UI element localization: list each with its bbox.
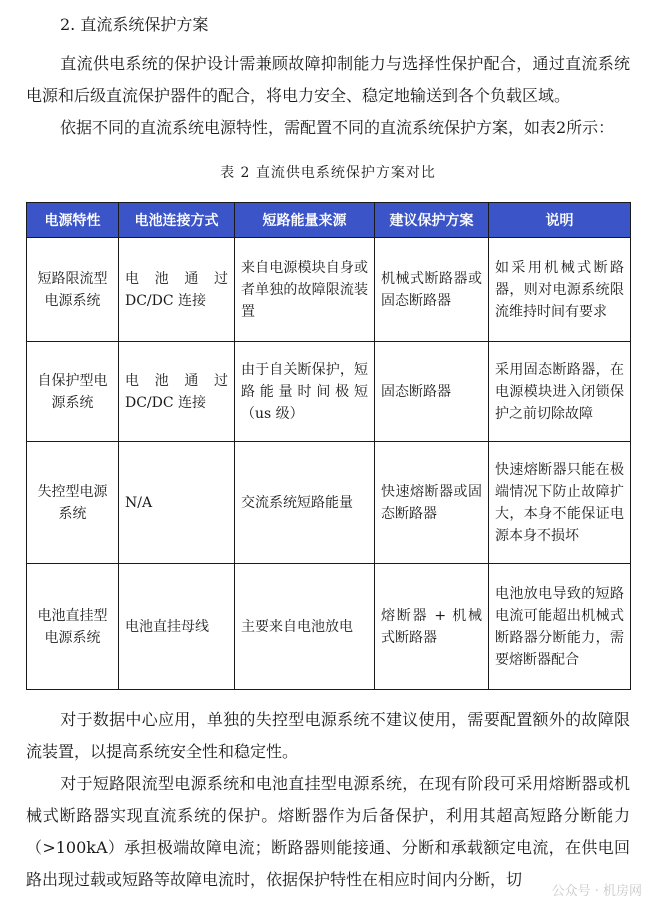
cell-short-circuit-source: 由于自关断保护，短路能量时间极短（us 级） — [235, 342, 375, 442]
cell-recommended-scheme: 熔断器 + 机械式断路器 — [375, 564, 489, 690]
watermark: 公众号 · 机房网 — [551, 884, 642, 899]
intro-paragraph-1-text: 直流供电系统的保护设计需兼顾故障抑制能力与选择性保护配合，通过直流系统电源和后级直流保护器件的配合，将电力安全、稳定地输送到各个负载区域。 — [26, 54, 630, 105]
closing-paragraph-2 — [26, 768, 630, 896]
cell-short-circuit-source: 来自电源模块自身或者单独的故障限流装置 — [235, 238, 375, 342]
table-row — [27, 442, 631, 564]
cell-recommended-scheme: 机械式断路器或固态断路器 — [375, 238, 489, 342]
cell-power-characteristic: 自保护型电源系统 — [27, 342, 119, 442]
intro-paragraph-1 — [26, 48, 630, 112]
cell-recommended-scheme: 快速熔断器或固态断路器 — [375, 442, 489, 564]
header-recommended-scheme: 建议保护方案 — [375, 203, 489, 238]
header-notes: 说明 — [489, 203, 631, 238]
intro-paragraph-2 — [26, 112, 630, 144]
table-row — [27, 238, 631, 342]
cell-short-circuit-source: 交流系统短路能量 — [235, 442, 375, 564]
table-caption: 表 2 直流供电系统保护方案对比 — [220, 165, 436, 181]
table-header-row — [27, 203, 631, 238]
cell-short-circuit-source: 主要来自电池放电 — [235, 564, 375, 690]
cell-notes: 快速熔断器只能在极端情况下防止故障扩大，本身不能保证电源本身不损坏 — [489, 442, 631, 564]
cell-power-characteristic: 失控型电源系统 — [27, 442, 119, 564]
cell-recommended-scheme: 固态断路器 — [375, 342, 489, 442]
cell-notes: 电池放电导致的短路电流可能超出机械式断路器分断能力，需要熔断器配合 — [489, 564, 631, 690]
intro-paragraph-2-text: 依据不同的直流系统电源特性，需配置不同的直流系统保护方案，如表2所示： — [60, 118, 615, 137]
cell-battery-connection: 电池通过 DC/DC 连接 — [119, 342, 235, 442]
cell-battery-connection: 电池直挂母线 — [119, 564, 235, 690]
table-row — [27, 342, 631, 442]
table-row — [27, 564, 631, 690]
header-power-characteristic: 电源特性 — [27, 203, 119, 238]
cell-battery-connection: N/A — [119, 442, 235, 564]
cell-battery-connection: 电池通过 DC/DC 连接 — [119, 238, 235, 342]
cell-power-characteristic: 电池直挂型电源系统 — [27, 564, 119, 690]
protection-scheme-table — [26, 202, 631, 690]
cell-notes: 如采用机械式断路器，则对电源系统限流维持时间有要求 — [489, 238, 631, 342]
section-heading: 2. 直流系统保护方案 — [60, 15, 209, 34]
header-short-circuit-source: 短路能量来源 — [235, 203, 375, 238]
header-battery-connection: 电池连接方式 — [119, 203, 235, 238]
closing-paragraph-1-text: 对于数据中心应用，单独的失控型电源系统不建议使用，需要配置额外的故障限流装置，以提高系统安全性和稳定性。 — [26, 710, 630, 761]
cell-notes: 采用固态断路器，在电源模块进入闭锁保护之前切除故障 — [489, 342, 631, 442]
closing-paragraph-1 — [26, 704, 630, 768]
cell-power-characteristic: 短路限流型电源系统 — [27, 238, 119, 342]
closing-paragraph-2-text: 对于短路限流型电源系统和电池直挂型电源系统，在现有阶段可采用熔断器或机械式断路器实现直流系统的保护。熔断器作为后备保护，利用其超高短路分断能力（>100kA）承担极端故障电流；断路器则能接通、分断和承载额定电流，在供电回路出现过载或短路等故障电流时，依据保护特性在相应时间内分断，切 — [26, 774, 630, 889]
